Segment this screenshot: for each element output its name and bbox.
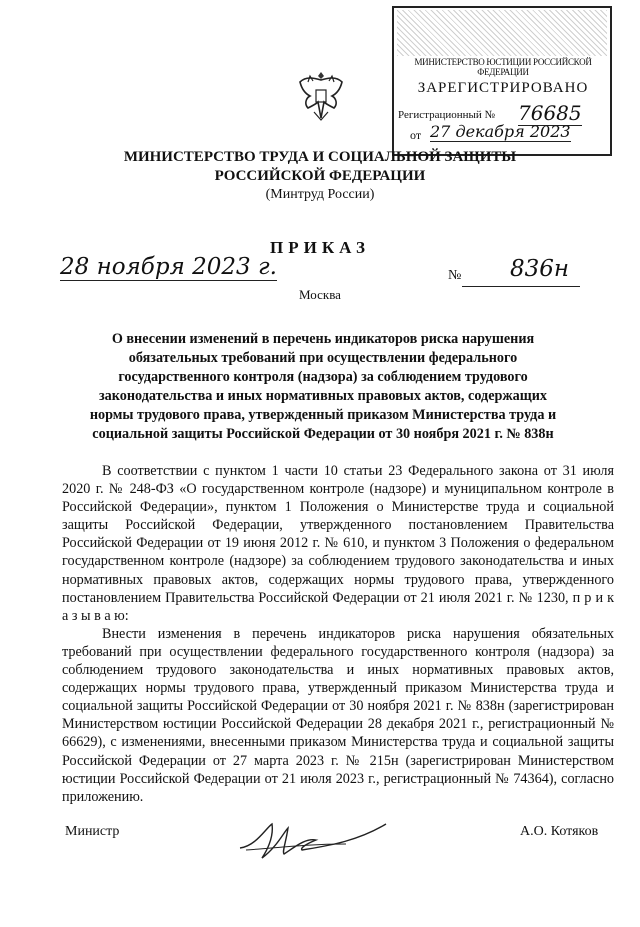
body-paragraph-2: Внести изменения в перечень индикаторов риска нарушения обязательных требований при осуществлении федерального государственного контроля (надзора) за соблюдением трудового законодательства и иных нормативных правовых актов, содержащих нормы трудового права, утвержденный приказом Министерства труда и социальной защиты Российской Федерации от 30 ноября 2021 г. № 838н (зарегистрирован Министерством юстиции Российской Федерации 28 декабря 2021 г., регистрационный № 66629), с изменениями, внесенными приказом Министерства труда и социальной защиты Российской Федерации от 27 марта 2023 г. № 215н (зарегистрирован Министерством юстиции Российской Федерации от 21 июля 2023 г., регистрационный № 74364), согласно приложению. [62,625,614,805]
order-date: 28 ноября 2023 г. [60,254,277,280]
order-number: 836н [510,256,570,282]
document-title: О внесении изменений в перечень индикаторов риска нарушения обязательных требований при осуществлении федерального государственного контроля (надзора) за соблюдением трудового законодательства и иных нормативных правовых актов, содержащих нормы трудового права, утвержденный приказом Министерства труда и социальной защиты Российской Федерации от 30 ноября 2021 г. № 838н [89,331,557,442]
ministry-name-line2: РОССИЙСКОЙ ФЕДЕРАЦИИ [214,168,426,184]
stamp-reg-label: Регистрационный № [398,109,496,121]
ministry-name-line1: МИНИСТЕРСТВО ТРУДА И СОЦИАЛЬНОЙ ЗАЩИТЫ [123,149,517,165]
handwritten-signature [236,818,396,862]
stamp-reg-number: 76685 [518,101,582,125]
stamp-date: 27 декабря 2023 [430,122,571,141]
body-paragraph-1: В соответствии с пунктом 1 части 10 статьи 23 Федерального закона от 31 июля 2020 г. № 248-ФЗ «О государственном контроле (надзоре) и муниципальном контроле в Российской Федерации», пунктом 1 Положения о Министерстве труда и социальной защиты Российской Федерации, утвержденного постановлением Правительства Российской Федерации от 19 июня 2012 г. № 610, и пунктом 3 Положения о федеральном государственном контроле (надзоре) за соблюдением трудового законодательства и иных нормативных правовых актов, содержащих нормы трудового права, утвержденного постановлением Правительства Российской Федерации от 21 июля 2021 г. № 1230, п р и к а з ы в а ю: [62,463,614,624]
stamp-status: ЗАРЕГИСТРИРОВАНО [417,80,589,96]
ministry-short-name: (Минтруд России) [265,187,375,202]
stamp-seal-imprint [397,10,607,56]
stamp-date-prefix: от [410,128,422,142]
signatory-position: Министр [65,824,120,839]
order-number-label: № [448,268,462,283]
document-body [62,462,614,806]
coat-of-arms-icon [296,68,346,124]
order-city: Москва [299,287,341,302]
stamp-ministry: МИНИСТЕРСТВО ЮСТИЦИИ РОССИЙСКОЙ ФЕДЕРАЦИИ [414,57,592,77]
signatory-name: А.О. Котяков [520,824,599,839]
document-type: ПРИКАЗ [270,238,370,257]
